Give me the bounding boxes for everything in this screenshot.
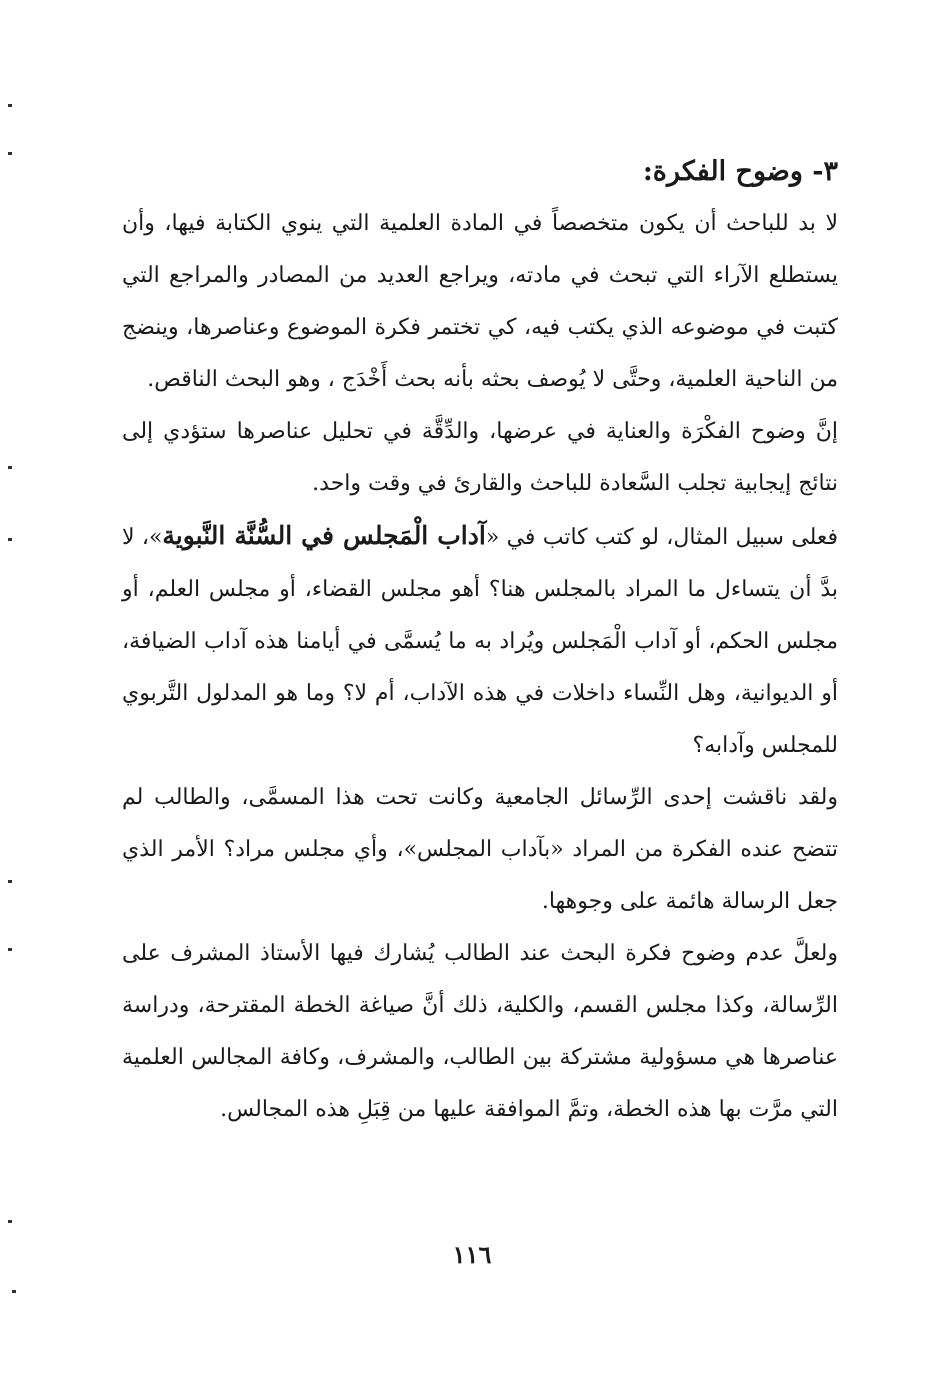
scan-margin-mark (8, 1220, 12, 1223)
page-number: ١١٦ (452, 1240, 492, 1269)
scan-margin-mark (8, 466, 12, 469)
paragraph-thesis: ولقد ناقشت إحدى الرِّسائل الجامعية وكانت تحت هذا المسمَّى، والطالب لم تتضح عنده الفكرة من المراد «بآداب المجلس»، وأي مجلس مراد؟ الأمر الذي جعل الرسالة هائمة على وجوهها. (122, 785, 838, 914)
scan-margin-mark (12, 1290, 16, 1293)
scan-margin-mark (8, 152, 12, 155)
paragraph-clarity: إنَّ وضوح الفكْرَة والعناية في عرضها، والدِّقَّة في تحليل عناصرها ستؤدي إلى نتائج إيجابية تجلب السَّعادة للباحث والقارئ في وقت واحد. (122, 419, 838, 496)
section-heading: ٣- وضوح الفكرة: (642, 156, 838, 187)
example-intro-text: فعلى سبيل المثال، لو كتب كاتب في « (485, 525, 838, 550)
paragraph-example (122, 510, 838, 772)
page-body (122, 150, 838, 1136)
example-body-text: لا بدَّ أن يتساءل ما المراد بالمجلس هنا؟ أهو مجلس القضاء، أو مجلس العلم، أو مجلس الحكم، أو آداب الْمَجلس ويُراد به ما يُسمَّى في أيامنا هذه آداب الضيافة، أو الديوانية، وهل النِّساء داخلات في هذه الآداب، أم لا؟ وما هو المدلول التَّربوي للمجلس وآدابه؟ (122, 525, 838, 758)
paragraph-supervisor: ولعلَّ عدم وضوح فكرة البحث عند الطالب يُشارك فيها الأستاذ المشرف على الرِّسالة، وكذا مجلس القسم، والكلية، ذلك أنَّ صياغة الخطة المقترحة، ودراسة عناصرها هي مسؤولية مشتركة بين الطالب، والمشرف، وكافة المجالس العلمية التي مرَّت بها هذه الخطة، وتمَّ الموافقة عليها من قِبَلِ هذه المجالس. (122, 941, 838, 1122)
scan-margin-mark (8, 880, 12, 883)
paragraph-intro: لا بد للباحث أن يكون متخصصاً في المادة العلمية التي ينوي الكتابة فيها، وأن يستطلع الآراء التي تبحث في مادته، ويراجع العديد من المصادر والمراجع التي كتبت في موضوعه الذي يكتب فيه، كي تختمر فكرة الموضوع وعناصرها، وينضج من الناحية العلمية، وحتَّى لا يُوصف بحثه بأنه بحث أَخْدَج ، وهو البحث الناقص. (122, 211, 838, 392)
example-close-text: »، (134, 525, 163, 550)
scan-margin-mark (8, 104, 12, 107)
scan-margin-mark (8, 948, 12, 951)
scan-margin-mark (8, 538, 12, 541)
example-title: آداب الْمَجلس في السُّنَّة النَّبوية (162, 521, 486, 550)
